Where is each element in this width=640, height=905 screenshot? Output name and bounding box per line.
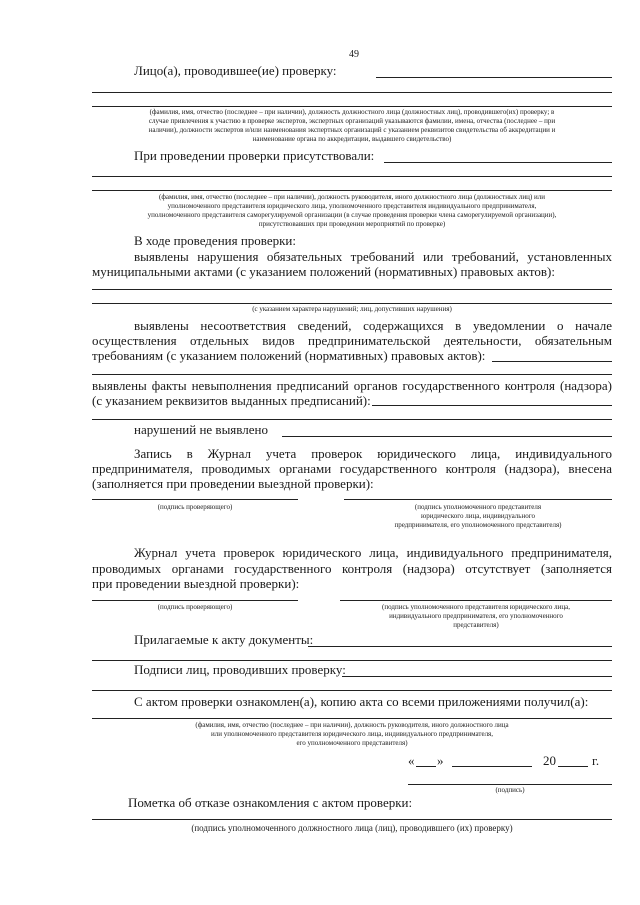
inspector-line-1[interactable] bbox=[376, 77, 612, 78]
nonfulfillment-line-a[interactable] bbox=[372, 405, 612, 406]
mismatch-line-2: осуществления отдельных видов предпринимательской деятельности, обязательным bbox=[92, 333, 612, 348]
signatures-line-1[interactable] bbox=[342, 676, 612, 677]
refusal-line[interactable] bbox=[92, 819, 612, 820]
acquainted-label: С актом проверки ознакомлен(а), копию акта со всеми приложениями получил(а): bbox=[134, 694, 589, 709]
date-year-field[interactable] bbox=[558, 766, 588, 767]
inspector-line-2[interactable] bbox=[92, 92, 612, 93]
date-close-quote: » bbox=[437, 753, 444, 768]
inspector-caption-4: наименование органа по аккредитации, выдавшего свидетельство) bbox=[252, 135, 452, 143]
date-year-suffix: г. bbox=[592, 753, 600, 768]
acquainted-caption-1: (фамилия, имя, отчество (последнее – при наличии), должность руководителя, иного должностного лица bbox=[195, 721, 509, 729]
refusal-label: Пометка об отказе ознакомления с актом проверки: bbox=[128, 795, 413, 810]
journal-absent-line-3: при проведении выездной проверки): bbox=[92, 576, 300, 591]
journal-absent-inspector-sign-line[interactable] bbox=[92, 600, 298, 601]
acquainted-caption-2: или уполномоченного представителя юридического лица, индивидуального предпринимателя, bbox=[210, 730, 494, 738]
inspector-caption-1: (фамилия, имя, отчество (последнее – при наличии), должность должностного лица (должностных лиц), проводившего(их) проверку; в bbox=[149, 108, 555, 116]
no-violations-line[interactable] bbox=[282, 436, 612, 437]
date-day-field[interactable] bbox=[416, 766, 436, 767]
journal-absent-rep-caption-1: (подпись уполномоченного представителя юридического лица, bbox=[382, 603, 570, 611]
acquainted-signature-caption: (подпись) bbox=[495, 786, 525, 794]
inspector-label: Лицо(а), проводившее(ие) проверку: bbox=[134, 63, 337, 78]
present-line-2[interactable] bbox=[92, 176, 612, 177]
acquainted-line[interactable] bbox=[92, 718, 612, 719]
date-open-quote: « bbox=[408, 753, 415, 768]
signatures-label: Подписи лиц, проводивших проверку: bbox=[134, 662, 346, 677]
journal-entry-representative-sign-line[interactable] bbox=[344, 499, 612, 500]
inspector-caption-3: наличии), должности экспертов и/или наименования экспертных организаций с указанием реквизитов свидетельства об аккредитации и bbox=[148, 126, 556, 134]
mismatch-line-b[interactable] bbox=[92, 374, 612, 375]
page-number: 49 bbox=[349, 49, 359, 60]
date-month-field[interactable] bbox=[452, 766, 532, 767]
journal-absent-line-1: Журнал учета проверок юридического лица, индивидуального предпринимателя, bbox=[134, 545, 612, 560]
violations-line-2: муниципальными актами (с указанием положений (нормативных) правовых актов): bbox=[92, 264, 555, 279]
nonfulfillment-line-1: выявлены факты невыполнения предписаний органов государственного контроля (надзора) bbox=[92, 378, 612, 393]
violations-line-a[interactable] bbox=[92, 289, 612, 290]
present-line-3[interactable] bbox=[92, 190, 612, 191]
date-year-prefix: 20 bbox=[543, 753, 556, 768]
journal-absent-inspector-caption: (подпись проверяющего) bbox=[157, 603, 233, 611]
journal-absent-rep-caption-3: представителя) bbox=[453, 621, 499, 629]
violations-line-1: выявлены нарушения обязательных требований или требований, установленных bbox=[134, 249, 612, 264]
present-caption-2: уполномоченного представителя юридического лица, уполномоченного представителя индивидуального предпринимателя, bbox=[167, 202, 537, 210]
present-line-1[interactable] bbox=[384, 162, 612, 163]
present-caption-4: присутствовавших при проведении мероприятий по проверке) bbox=[258, 220, 446, 228]
journal-entry-line-2: предпринимателя, проводимых органами государственного контроля (надзора), внесена bbox=[92, 461, 612, 476]
nonfulfillment-line-b[interactable] bbox=[92, 419, 612, 420]
mismatch-line-3: требованиям (с указанием положений (нормативных) правовых актов): bbox=[92, 348, 486, 363]
journal-entry-inspector-caption: (подпись проверяющего) bbox=[157, 503, 233, 511]
journal-absent-rep-caption-2: индивидуального предпринимателя, его уполномоченного bbox=[389, 612, 563, 620]
violations-line-b[interactable] bbox=[92, 303, 612, 304]
during-heading: В ходе проведения проверки: bbox=[134, 233, 297, 248]
attached-label: Прилагаемые к акту документы: bbox=[134, 632, 314, 647]
mismatch-line-1: выявлены несоответствия сведений, содержащихся в уведомлении о начале bbox=[134, 318, 612, 333]
inspector-caption-2: случае привлечения к участию в проверке экспертов, экспертных организаций указываются фамилии, имена, отчества (последнее – при bbox=[148, 117, 556, 125]
mismatch-line-a[interactable] bbox=[492, 361, 612, 362]
present-caption-3: уполномоченного представителя саморегулируемой организации (в случае проведения проверки члена саморегулируемой организации), bbox=[147, 211, 557, 219]
journal-entry-rep-caption-1: (подпись уполномоченного представителя bbox=[414, 503, 542, 511]
journal-absent-line-2: проводимых органами государственного контроля (надзора) отсутствует (заполняется bbox=[92, 561, 612, 576]
journal-entry-rep-caption-2: юридического лица, индивидуального bbox=[421, 512, 535, 520]
journal-absent-representative-sign-line[interactable] bbox=[340, 600, 612, 601]
no-violations-label: нарушений не выявлено bbox=[134, 422, 268, 437]
violations-caption: (с указанием характера нарушений; лиц, допустивших нарушения) bbox=[252, 305, 452, 313]
signatures-line-2[interactable] bbox=[92, 690, 612, 691]
inspector-line-3[interactable] bbox=[92, 106, 612, 107]
present-caption-1: (фамилия, имя, отчество (последнее – при наличии), должность руководителя, иного должностного лица (должностных лиц) или bbox=[159, 193, 545, 201]
journal-entry-inspector-sign-line[interactable] bbox=[92, 499, 298, 500]
nonfulfillment-line-2: (с указанием реквизитов выданных предписаний): bbox=[92, 393, 371, 408]
journal-entry-rep-caption-3: предпринимателя, его уполномоченного представителя) bbox=[394, 521, 562, 529]
acquainted-caption-3: его уполномоченного представителя) bbox=[296, 739, 408, 747]
journal-entry-line-3: (заполняется при проведении выездной проверки): bbox=[92, 476, 374, 491]
attached-line-2[interactable] bbox=[92, 660, 612, 661]
journal-entry-line-1: Запись в Журнал учета проверок юридического лица, индивидуального bbox=[134, 446, 612, 461]
attached-line-1[interactable] bbox=[308, 646, 612, 647]
present-label: При проведении проверки присутствовали: bbox=[134, 148, 375, 163]
acquainted-signature-line[interactable] bbox=[408, 784, 612, 785]
refusal-caption: (подпись уполномоченного должностного лица (лиц), проводившего (их) проверку) bbox=[191, 823, 513, 833]
